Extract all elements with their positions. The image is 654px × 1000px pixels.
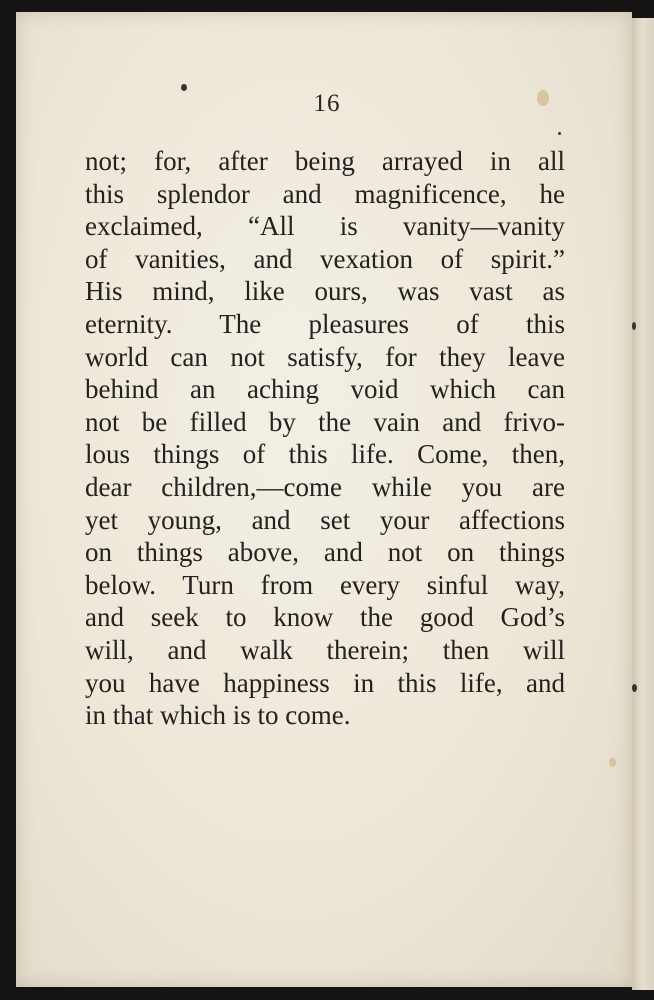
text-line: you have happiness in this life, and bbox=[85, 667, 565, 698]
text-line: world can not satisfy, for they leave bbox=[85, 341, 565, 372]
ink-speck bbox=[558, 132, 561, 135]
text-line: of vanities, and vexation of spirit.” bbox=[85, 243, 565, 274]
text-line: lous things of this life. Come, then, bbox=[85, 439, 565, 470]
text-line: will, and walk therein; then will bbox=[85, 634, 565, 665]
text-line: and seek to know the good God’s bbox=[85, 602, 565, 633]
text-line: yet young, and set your affections bbox=[85, 504, 565, 535]
facing-page-edge bbox=[632, 18, 654, 990]
text-line: not be filled by the vain and frivo- bbox=[85, 406, 565, 437]
text-line: dear children,—come while you are bbox=[85, 471, 565, 502]
text-line: eternity. The pleasures of this bbox=[85, 308, 565, 339]
text-line-last: in that which is to come. bbox=[85, 700, 351, 731]
text-line: this splendor and magnificence, he bbox=[85, 178, 565, 209]
page-number: 16 bbox=[313, 90, 341, 117]
ink-speck bbox=[632, 322, 636, 330]
ink-speck bbox=[632, 684, 637, 692]
text-line: behind an aching void which can bbox=[85, 374, 565, 405]
text-line: exclaimed, “All is vanity—vanity bbox=[85, 211, 565, 242]
text-line: on things above, and not on things bbox=[85, 537, 565, 568]
text-line: below. Turn from every sinful way, bbox=[85, 569, 565, 600]
paper-stain bbox=[609, 758, 616, 767]
text-line: His mind, like ours, was vast as bbox=[85, 276, 565, 307]
body-text bbox=[85, 145, 565, 732]
text-line: not; for, after being arrayed in all bbox=[85, 146, 565, 176]
